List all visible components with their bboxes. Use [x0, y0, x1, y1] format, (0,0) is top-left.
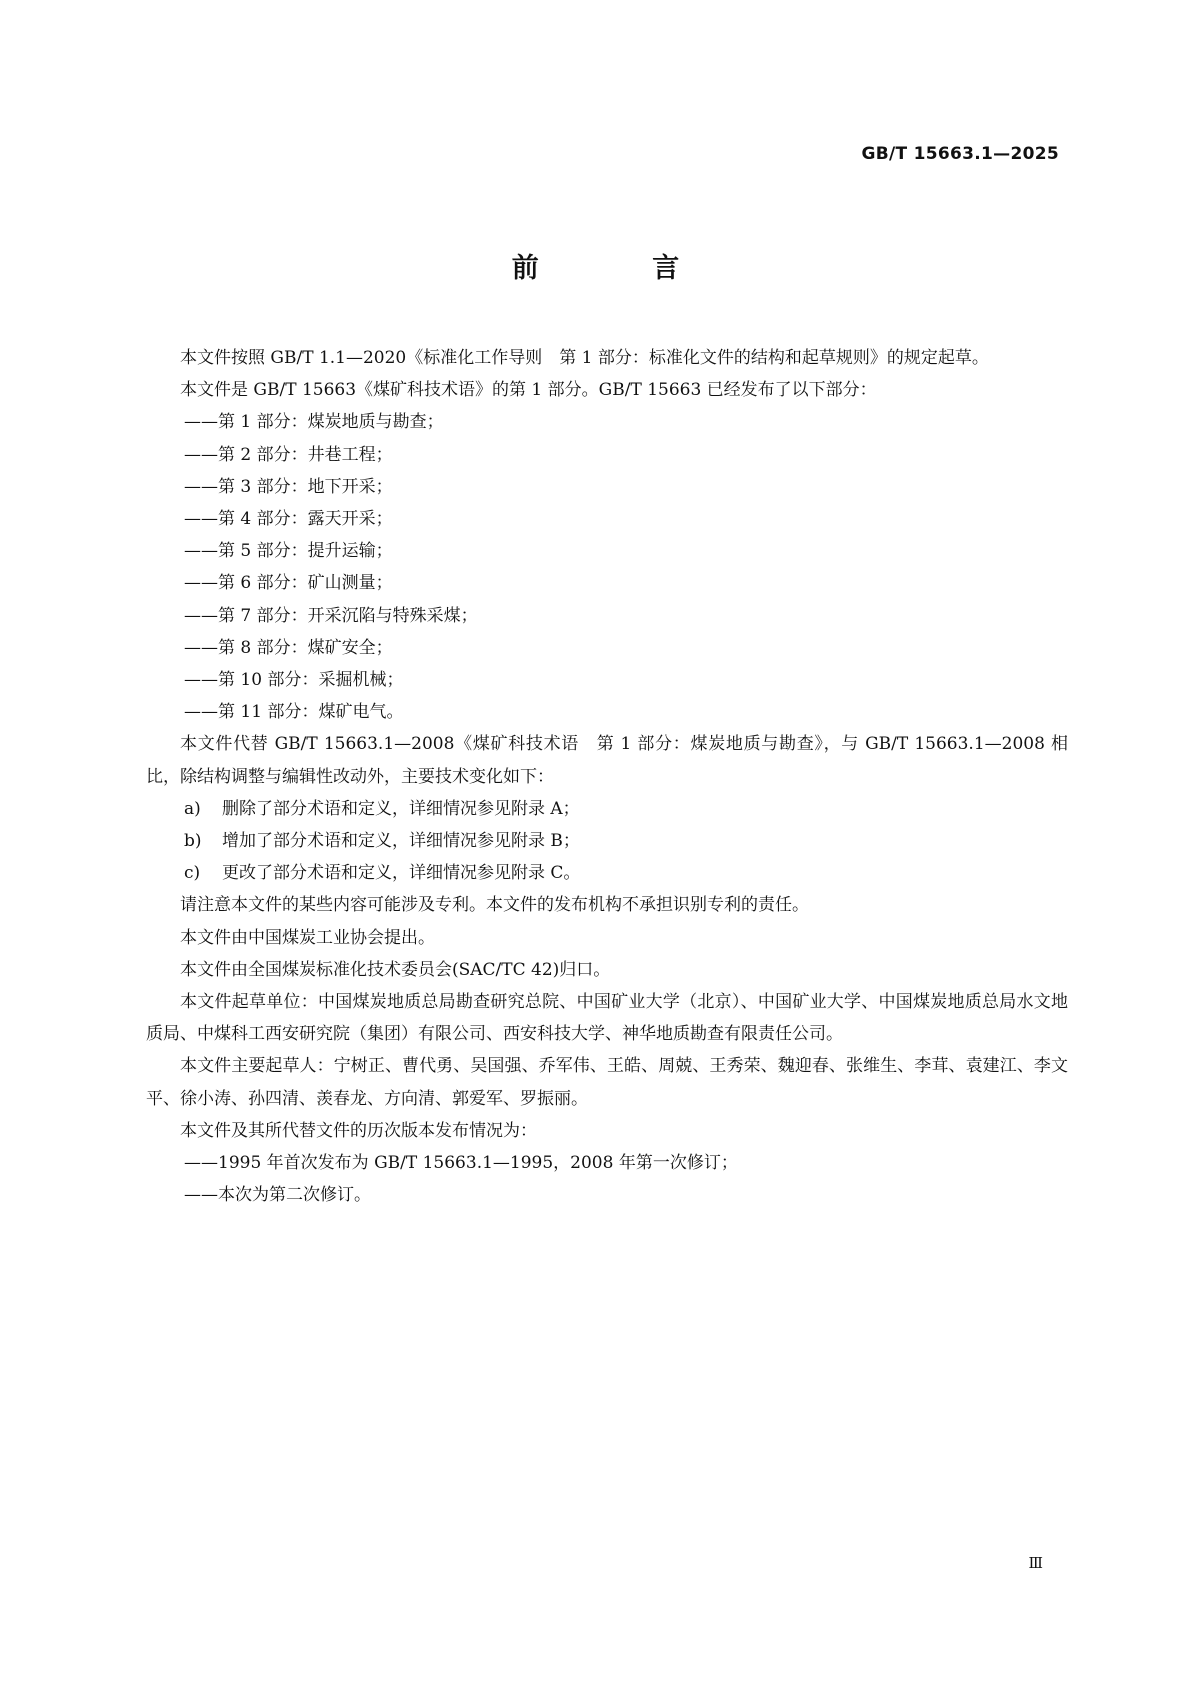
history-list-item: ——本次为第二次修订。: [184, 1185, 371, 1206]
part-intro-paragraph: 本文件是 GB/T 15663《煤矿科技术语》的第 1 部分。GB/T 15663 已经发布了以下部分：: [180, 380, 877, 401]
part-list-item: ——第 8 部分：煤矿安全；: [184, 637, 393, 658]
drafting-rule-paragraph: 本文件按照 GB/T 1.1—2020《标准化工作导则 第 1 部分：标准化文件的结构和起草规则》的规定起草。: [180, 348, 989, 368]
change-list-item: [146, 825, 1068, 857]
history-list-item: ——1995 年首次发布为 GB/T 15663.1—1995，2008 年第一次修订；: [184, 1153, 738, 1174]
change-list-item: [146, 793, 1068, 825]
proposed-by-paragraph: 本文件由中国煤炭工业协会提出。: [180, 927, 435, 948]
change-list-marker: c): [184, 863, 201, 884]
change-list-text: 删除了部分术语和定义，详细情况参见附录 A；: [222, 798, 580, 819]
page-title: 前 言: [511, 253, 732, 284]
part-list-item: ——第 5 部分：提升运输；: [184, 541, 393, 562]
part-list-item: ——第 7 部分：开采沉陷与特殊采煤；: [184, 605, 478, 626]
foreword-body: [146, 342, 1068, 1211]
part-list-item: ——第 10 部分：采掘机械；: [184, 670, 404, 691]
drafting-units-paragraph: 本文件起草单位：中国煤炭地质总局勘查研究总院、中国矿业大学（北京）、中国矿业大学、中国煤炭地质总局水文地质局、中煤科工西安研究院（集团）有限公司、西安科技大学、神华地质勘查有限责任公司。: [146, 992, 1068, 1045]
part-list-item: ——第 2 部分：井巷工程；: [184, 444, 393, 465]
change-list-item: [146, 857, 1068, 889]
replaces-paragraph: 本文件代替 GB/T 15663.1—2008《煤矿科技术语 第 1 部分：煤炭地质与勘查》，与 GB/T 15663.1—2008 相比，除结构调整与编辑性改动外，主要技术变化如下：: [146, 734, 1068, 787]
change-list-marker: a): [184, 798, 201, 819]
part-list-item: ——第 4 部分：露天开采；: [184, 509, 393, 530]
managed-by-paragraph: 本文件由全国煤炭标准化技术委员会(SAC/TC 42)归口。: [180, 959, 611, 980]
patent-notice-paragraph: 请注意本文件的某些内容可能涉及专利。本文件的发布机构不承担识别专利的责任。: [180, 895, 809, 916]
change-list-text: 增加了部分术语和定义，详细情况参见附录 B；: [222, 831, 580, 852]
part-list-item: ——第 6 部分：矿山测量；: [184, 573, 393, 594]
page-number: Ⅲ: [1028, 1554, 1043, 1572]
part-list-item: ——第 11 部分：煤矿电气。: [184, 702, 404, 723]
drafters-paragraph: 本文件主要起草人：宁树正、曹代勇、吴国强、乔军伟、王皓、周兢、王秀荣、魏迎春、张维生、李茸、袁建江、李文平、徐小涛、孙四清、羡春龙、方向清、郭爱军、罗振丽。: [146, 1056, 1068, 1109]
change-list-marker: b): [184, 831, 202, 852]
history-intro-paragraph: 本文件及其所代替文件的历次版本发布情况为：: [180, 1120, 537, 1141]
change-list-text: 更改了部分术语和定义，详细情况参见附录 C。: [222, 863, 581, 884]
part-list-item: ——第 3 部分：地下开采；: [184, 476, 393, 497]
part-list-item: ——第 1 部分：煤炭地质与勘查；: [184, 412, 444, 433]
standard-number: GB/T 15663.1—2025: [861, 144, 1059, 164]
